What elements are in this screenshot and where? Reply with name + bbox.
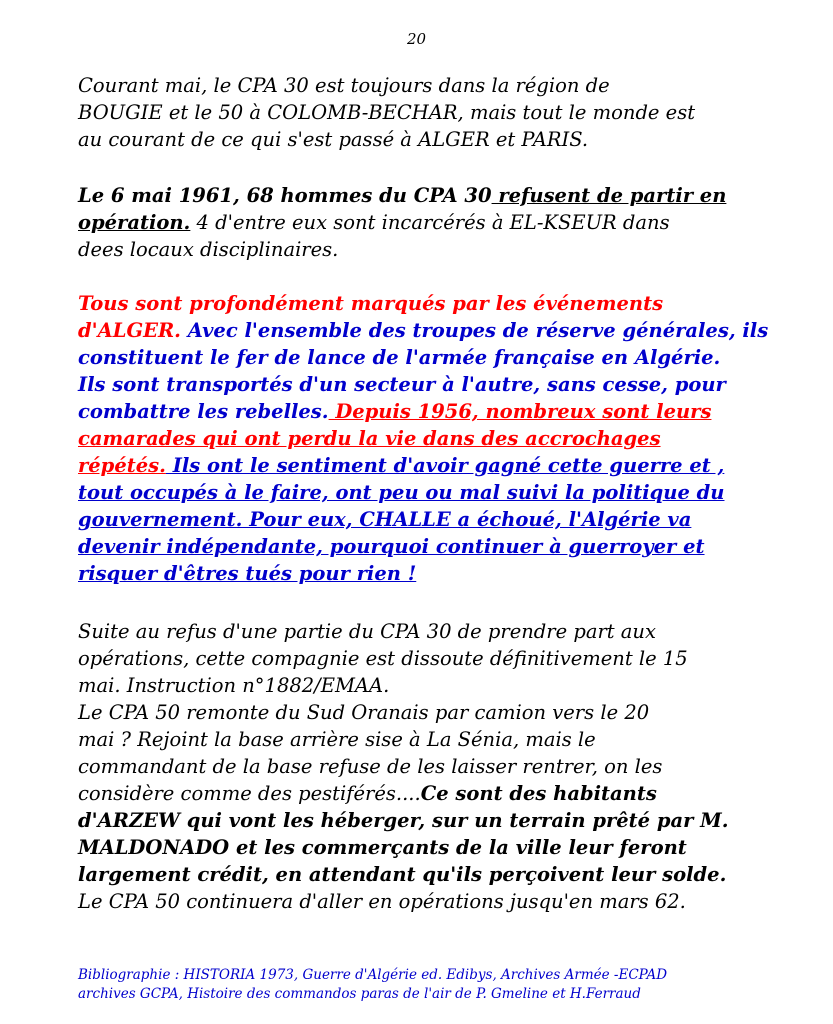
text-line: mai ? Rejoint la base arrière sise à La Sénia, mais le (78, 728, 596, 751)
text-line: opérations, cette compagnie est dissoute définitivement le 15 (78, 647, 688, 670)
blue-underlined-text: Ils ont le sentiment d'avoir gagné cette guerre et , (165, 454, 725, 477)
refusal-date-text: Le 6 mai 1961, 68 hommes du CPA 30 (78, 184, 492, 207)
text-line (78, 182, 778, 209)
blue-text-line: Ils sont transportés d'un secteur à l'autre, sans cesse, pour (78, 373, 726, 396)
blue-underlined-line: devenir indépendante, pourquoi continuer à guerroyer et (78, 535, 705, 558)
text-line: au courant de ce qui s'est passé à ALGER et PARIS. (78, 128, 589, 151)
bibliography-line: archives GCPA, Histoire des commandos paras de l'air de P. Gmeline et H.Ferraud (78, 986, 641, 1002)
bold-text-line: largement crédit, en attendant qu'ils perçoivent leur solde. (78, 863, 727, 886)
page-number: 20 (406, 30, 427, 48)
red-underlined-text: Depuis 1956, nombreux sont leurs (328, 400, 712, 423)
bold-text: Ce sont des habitants (420, 782, 657, 805)
bibliography-line: Bibliographie : HISTORIA 1973, Guerre d'Algérie ed. Edibys, Archives Armée -ECPAD (78, 967, 668, 983)
text-line: Le CPA 50 remonte du Sud Oranais par camion vers le 20 (78, 701, 650, 724)
text-line: Le CPA 50 continuera d'aller en opérations jusqu'en mars 62. (78, 890, 686, 913)
text-line: Suite au refus d'une partie du CPA 30 de prendre part aux (78, 620, 656, 643)
text-line: commandant de la base refuse de les laisser rentrer, on les (78, 755, 663, 778)
plain-text: considère comme des pestiférés.... (78, 782, 421, 805)
text-line (78, 317, 778, 344)
refusal-underlined-text: opération. (78, 211, 191, 234)
paragraph-may-situation (78, 72, 778, 153)
blue-underlined-line: tout occupés à le faire, ont peu ou mal suivi la politique du (78, 481, 725, 504)
paragraph-context (78, 290, 778, 587)
text-line: Courant mai, le CPA 30 est toujours dans la région de (78, 74, 610, 97)
text-line (78, 398, 778, 425)
red-underlined-text: répétés. (78, 454, 166, 477)
blue-underlined-line: gouvernement. Pour eux, CHALLE a échoué, l'Algérie va (78, 508, 692, 531)
text-line: dees locaux disciplinaires. (78, 238, 339, 261)
bibliography (78, 966, 778, 1004)
blue-text: Avec l'ensemble des troupes de réserve générales, ils (180, 319, 769, 342)
blue-text: combattre les rebelles. (78, 400, 329, 423)
text-line: BOUGIE et le 50 à COLOMB-BECHAR, mais tout le monde est (78, 101, 696, 124)
blue-underlined-line: risquer d'êtres tués pour rien ! (78, 562, 417, 585)
refusal-underlined-text: refusent de partir en (491, 184, 727, 207)
bold-text-line: d'ARZEW qui vont les héberger, sur un terrain prêté par M. (78, 809, 729, 832)
text-line: mai. Instruction n°1882/EMAA. (78, 674, 390, 697)
refusal-detail-text: 4 d'entre eux sont incarcérés à EL-KSEUR dans (190, 211, 670, 234)
red-text: d'ALGER. (78, 319, 181, 342)
blue-text-line: constituent le fer de lance de l'armée française en Algérie. (78, 346, 721, 369)
bold-text-line: MALDONADO et les commerçants de la ville leur feront (78, 836, 687, 859)
paragraph-refusal (78, 182, 778, 263)
text-line (78, 209, 778, 236)
text-line (78, 452, 778, 479)
paragraph-dissolution (78, 618, 778, 915)
red-text-line: Tous sont profondément marqués par les événements (78, 292, 664, 315)
text-line (78, 780, 778, 807)
red-underlined-line: camarades qui ont perdu la vie dans des accrochages (78, 427, 661, 450)
